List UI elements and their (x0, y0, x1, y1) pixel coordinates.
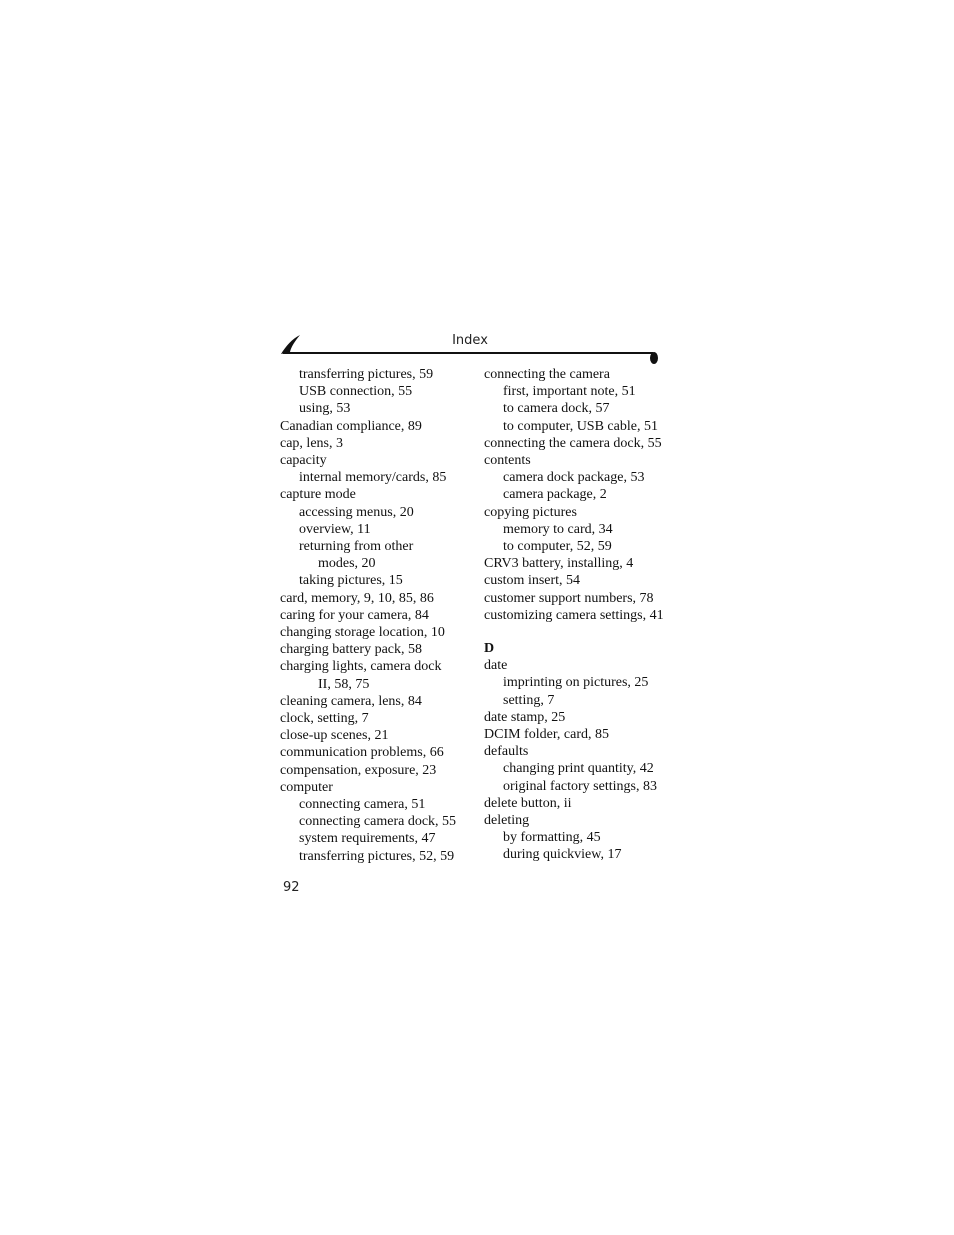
index-subentry: modes, 20 (318, 556, 376, 572)
index-subentry: taking pictures, 15 (299, 573, 403, 589)
index-entry: date (484, 658, 508, 674)
index-subentry: accessing menus, 20 (299, 504, 414, 520)
index-entry: CRV3 battery, installing, 4 (484, 556, 634, 572)
index-entry: cap, lens, 3 (280, 435, 343, 451)
index-entry: capture mode (280, 487, 356, 503)
index-subentry: by formatting, 45 (503, 830, 601, 846)
index-subentry: camera package, 2 (503, 487, 607, 503)
header-title: Index (452, 333, 488, 348)
index-entry: charging lights, camera dock (280, 659, 442, 675)
index-subentry: to computer, USB cable, 51 (503, 418, 658, 434)
header-swoosh-icon (281, 335, 300, 354)
index-subentry: returning from other (299, 539, 414, 555)
index-subentry: II, 58, 75 (318, 676, 370, 692)
index-entry: changing storage location, 10 (280, 625, 445, 641)
index-entry: computer (280, 779, 333, 795)
page-number: 92 (283, 880, 300, 895)
index-entry: copying pictures (484, 504, 577, 520)
index-subentry: system requirements, 47 (299, 831, 436, 847)
index-letter-heading: D (484, 641, 495, 657)
index-entry: caring for your camera, 84 (280, 607, 429, 623)
index-entry: DCIM folder, card, 85 (484, 727, 610, 743)
index-subentry: camera dock package, 53 (503, 470, 645, 486)
index-entry: cleaning camera, lens, 84 (280, 693, 422, 709)
index-subentry: connecting camera dock, 55 (299, 814, 457, 830)
index-subentry: transferring pictures, 52, 59 (299, 848, 455, 864)
header-rule-end-dot (650, 352, 658, 364)
index-entry: contents (484, 453, 531, 469)
index-subentry: transferring pictures, 59 (299, 367, 434, 382)
header-rule-decoration (281, 331, 659, 365)
index-entry: connecting the camera dock, 55 (484, 435, 662, 451)
index-subentry: first, important note, 51 (503, 384, 636, 400)
index-subentry: setting, 7 (503, 692, 555, 708)
index-subentry: to camera dock, 57 (503, 401, 610, 417)
running-header (281, 331, 659, 365)
index-entry: deleting (484, 813, 530, 829)
index-subentry: imprinting on pictures, 25 (503, 675, 649, 691)
index-entry: charging battery pack, 58 (280, 642, 423, 658)
index-subentry: original factory settings, 83 (503, 778, 657, 794)
index-column-right (484, 366, 684, 864)
index-entry: delete button, ii (484, 795, 572, 811)
index-entry: capacity (280, 453, 327, 469)
index-subentry: internal memory/cards, 85 (299, 470, 447, 486)
index-subentry: overview, 11 (299, 521, 371, 537)
index-entry: compensation, exposure, 23 (280, 762, 437, 778)
index-subentry: using, 53 (299, 401, 351, 417)
index-entry: close-up scenes, 21 (280, 728, 389, 744)
index-entry: communication problems, 66 (280, 745, 444, 761)
index-entry: defaults (484, 744, 529, 760)
index-entry: Canadian compliance, 89 (280, 418, 422, 434)
index-subentry: USB connection, 55 (299, 384, 413, 400)
index-subentry: memory to card, 34 (503, 521, 613, 537)
index-entry: customer support numbers, 78 (484, 590, 654, 606)
index-entry: connecting the camera (484, 367, 610, 382)
index-entry: customizing camera settings, 41 (484, 607, 664, 623)
index-entry: custom insert, 54 (484, 573, 581, 589)
index-subentry: to computer, 52, 59 (503, 539, 612, 555)
index-entry: date stamp, 25 (484, 709, 566, 725)
index-column-left (280, 366, 475, 865)
index-subentry: connecting camera, 51 (299, 797, 426, 813)
index-entry: card, memory, 9, 10, 85, 86 (280, 590, 434, 606)
index-entry: clock, setting, 7 (280, 711, 369, 727)
index-subentry: changing print quantity, 42 (503, 761, 654, 777)
index-subentry: during quickview, 17 (503, 847, 622, 863)
